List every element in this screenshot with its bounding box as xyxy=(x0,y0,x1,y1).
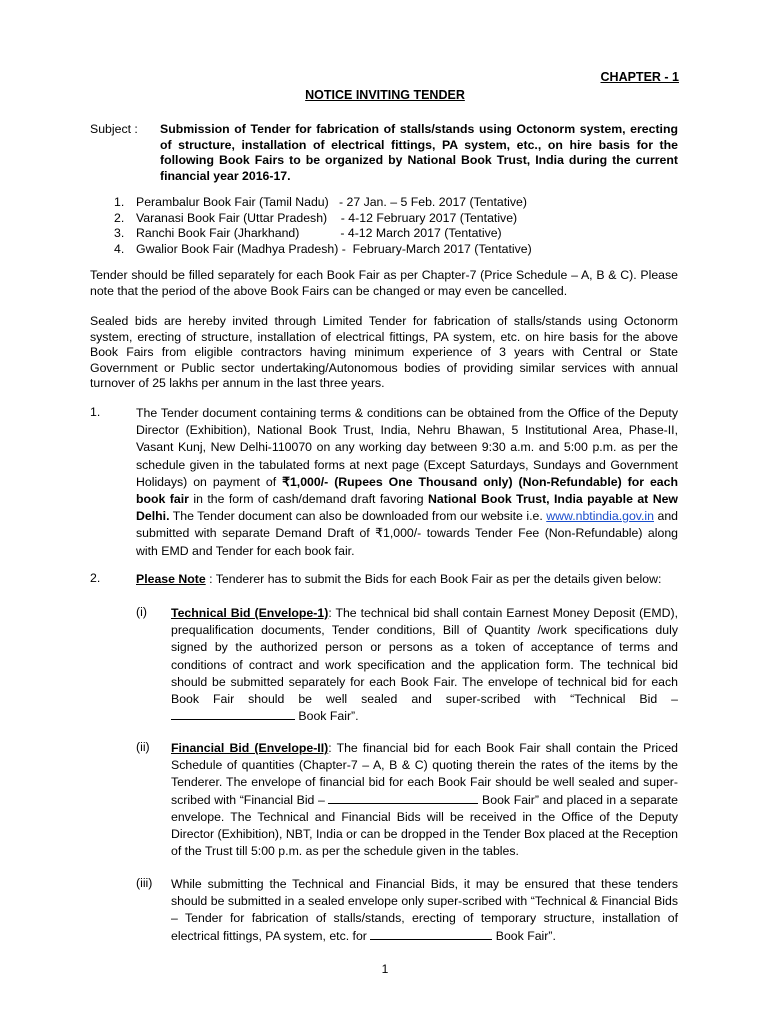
fill-in-blank xyxy=(328,792,478,804)
item-number: 1. xyxy=(90,405,101,419)
fee-bold-text: ₹1,000/- (Rupees One Thousand only) (Non-Refundable) for each book fair xyxy=(136,474,678,507)
list-text: Gwalior Book Fair (Madhya Pradesh) - February-March 2017 (Tentative) xyxy=(136,241,532,256)
page-number: 1 xyxy=(381,962,389,976)
website-link[interactable]: www.nbtindia.gov.in xyxy=(546,509,655,524)
list-item xyxy=(114,195,532,211)
paragraph-sealed-bids: Sealed bids are hereby invited through Limited Tender for fabrication of stalls/stands using Octonorm system, erecting of structure, installation of electrical fittings, PA system, etc. on hire basis for the above Book Fairs from eligible contractors having minimum experience of 3 years with Central or State Government or Public sector undertaking/Autonomous bodies of providing similar services with annual turnover of 25 lakhs per annum in the last three years. xyxy=(90,314,678,390)
list-item xyxy=(114,226,532,242)
list-item xyxy=(114,211,532,227)
sub-item-text: Book Fair” and placed in a separate envelope. The Technical and Financial Bids will be received in the Office of the Deputy Director (Exhibition), NBT, India or can be dropped in the Tender Box placed at the Reception of the Trust till 5:00 p.m. as per the schedule given in the tables. xyxy=(171,792,678,859)
book-fair-list xyxy=(114,195,532,257)
chapter-heading: CHAPTER - 1 xyxy=(600,70,679,84)
item-text-part: The Tender document containing terms & conditions can be obtained from the Office of the Deputy Director (Exhibition), National Book Trust, India, Nehru Bhawan, 5 Institutional Area, Phase-II, Vasant Kunj, New Delhi-110070 on any working day between 9:30 a.m. and 5:00 p.m. as per the schedule given in the tabulated forms at next page (Except Saturdays, Sundays and Government Holidays) on payment of xyxy=(136,406,678,489)
item-tender-document xyxy=(136,405,678,560)
item-please-note xyxy=(136,571,678,588)
sub-item-text: Book Fair”. xyxy=(492,928,556,943)
sub-item-financial-bid xyxy=(171,740,678,860)
subject-label: Subject : xyxy=(90,122,138,136)
payee-bold-text: National Book Trust, India payable at New Delhi. xyxy=(136,492,678,524)
subject-text: Submission of Tender for fabrication of stalls/stands using Octonorm system, erecting of structure, installation of electrical fittings, PA system, etc., on hire basis for the following Book Fairs to be organized by National Book Trust, India during the current financial year 2016-17. xyxy=(160,122,678,183)
list-number: 2. xyxy=(114,210,125,225)
list-text: Ranchi Book Fair (Jharkhand) - 4-12 March 2017 (Tentative) xyxy=(136,226,502,240)
item-text-part: in the form of cash/demand draft favoring xyxy=(188,492,429,507)
financial-bid-heading: Financial Bid (Envelope-II) xyxy=(171,741,329,755)
list-text: Perambalur Book Fair (Tamil Nadu) - 27 Jan. – 5 Feb. 2017 (Tentative) xyxy=(136,195,527,209)
page-title: NOTICE INVITING TENDER xyxy=(305,88,465,102)
sub-item-technical-bid xyxy=(171,605,678,725)
item-number: 2. xyxy=(90,571,101,585)
paragraph-price-schedule: Tender should be filled separately for each Book Fair as per Chapter-7 (Price Schedule – A, B & C). Please note that the period of the above Book Fairs can be changed or may even be cancelled. xyxy=(90,268,678,298)
please-note-heading: Please Note xyxy=(136,572,206,586)
fill-in-blank xyxy=(370,928,492,940)
list-item xyxy=(114,242,532,258)
technical-bid-heading: Technical Bid (Envelope-1) xyxy=(171,606,329,620)
list-text: Varanasi Book Fair (Uttar Pradesh) - 4-12 February 2017 (Tentative) xyxy=(136,210,518,225)
item-text-part: The Tender document can also be downloaded from our website i.e. xyxy=(169,509,547,524)
item-text-part: : Tenderer has to submit the Bids for each Book Fair as per the details given below: xyxy=(205,572,662,586)
list-number: 1. xyxy=(114,195,125,209)
sub-item-number: (ii) xyxy=(136,740,150,754)
sub-item-text: : The financial bid for each Book Fair shall contain the Priced Schedule of quantities (Chapter-7 – A, B & C) quoting therein the rates of the items by the Tenderer. The envelope of financial bid for each Book Fair should be well sealed and super-scribed with “Financial Bid – xyxy=(171,741,678,807)
sub-item-sealed-envelope xyxy=(171,876,678,945)
sub-item-text: While submitting the Technical and Financial Bids, it may be ensured that these tenders should be submitted in a sealed envelope only super-scribed with “Technical & Financial Bids – Tender for fabrication of stalls/stands, erecting of temporary structure, installation of electrical fittings, PA system, etc. for xyxy=(171,877,678,943)
list-number: 4. xyxy=(114,241,125,256)
fill-in-blank xyxy=(171,708,295,720)
sub-item-number: (iii) xyxy=(136,876,153,890)
sub-item-text: Book Fair”. xyxy=(295,709,359,724)
list-number: 3. xyxy=(114,226,125,240)
sub-item-text: : The technical bid shall contain Earnest Money Deposit (EMD), prequalification documents, Tender conditions, Bill of Quantity /work specifications duly signed by the authorized person or persons as a token of acceptance of terms and conditions of contract and work specification and the application form. The technical bid should be submitted separately for each Book Fair. The envelope of technical bid for each Book Fair should be well sealed and super-scribed with “Technical Bid – xyxy=(171,606,678,707)
item-text-part: and submitted with separate Demand Draft of ₹1,000/- towards Tender Fee (Non-Refundable) along with EMD and Tender for each book fair. xyxy=(136,509,678,558)
sub-item-number: (i) xyxy=(136,605,147,619)
